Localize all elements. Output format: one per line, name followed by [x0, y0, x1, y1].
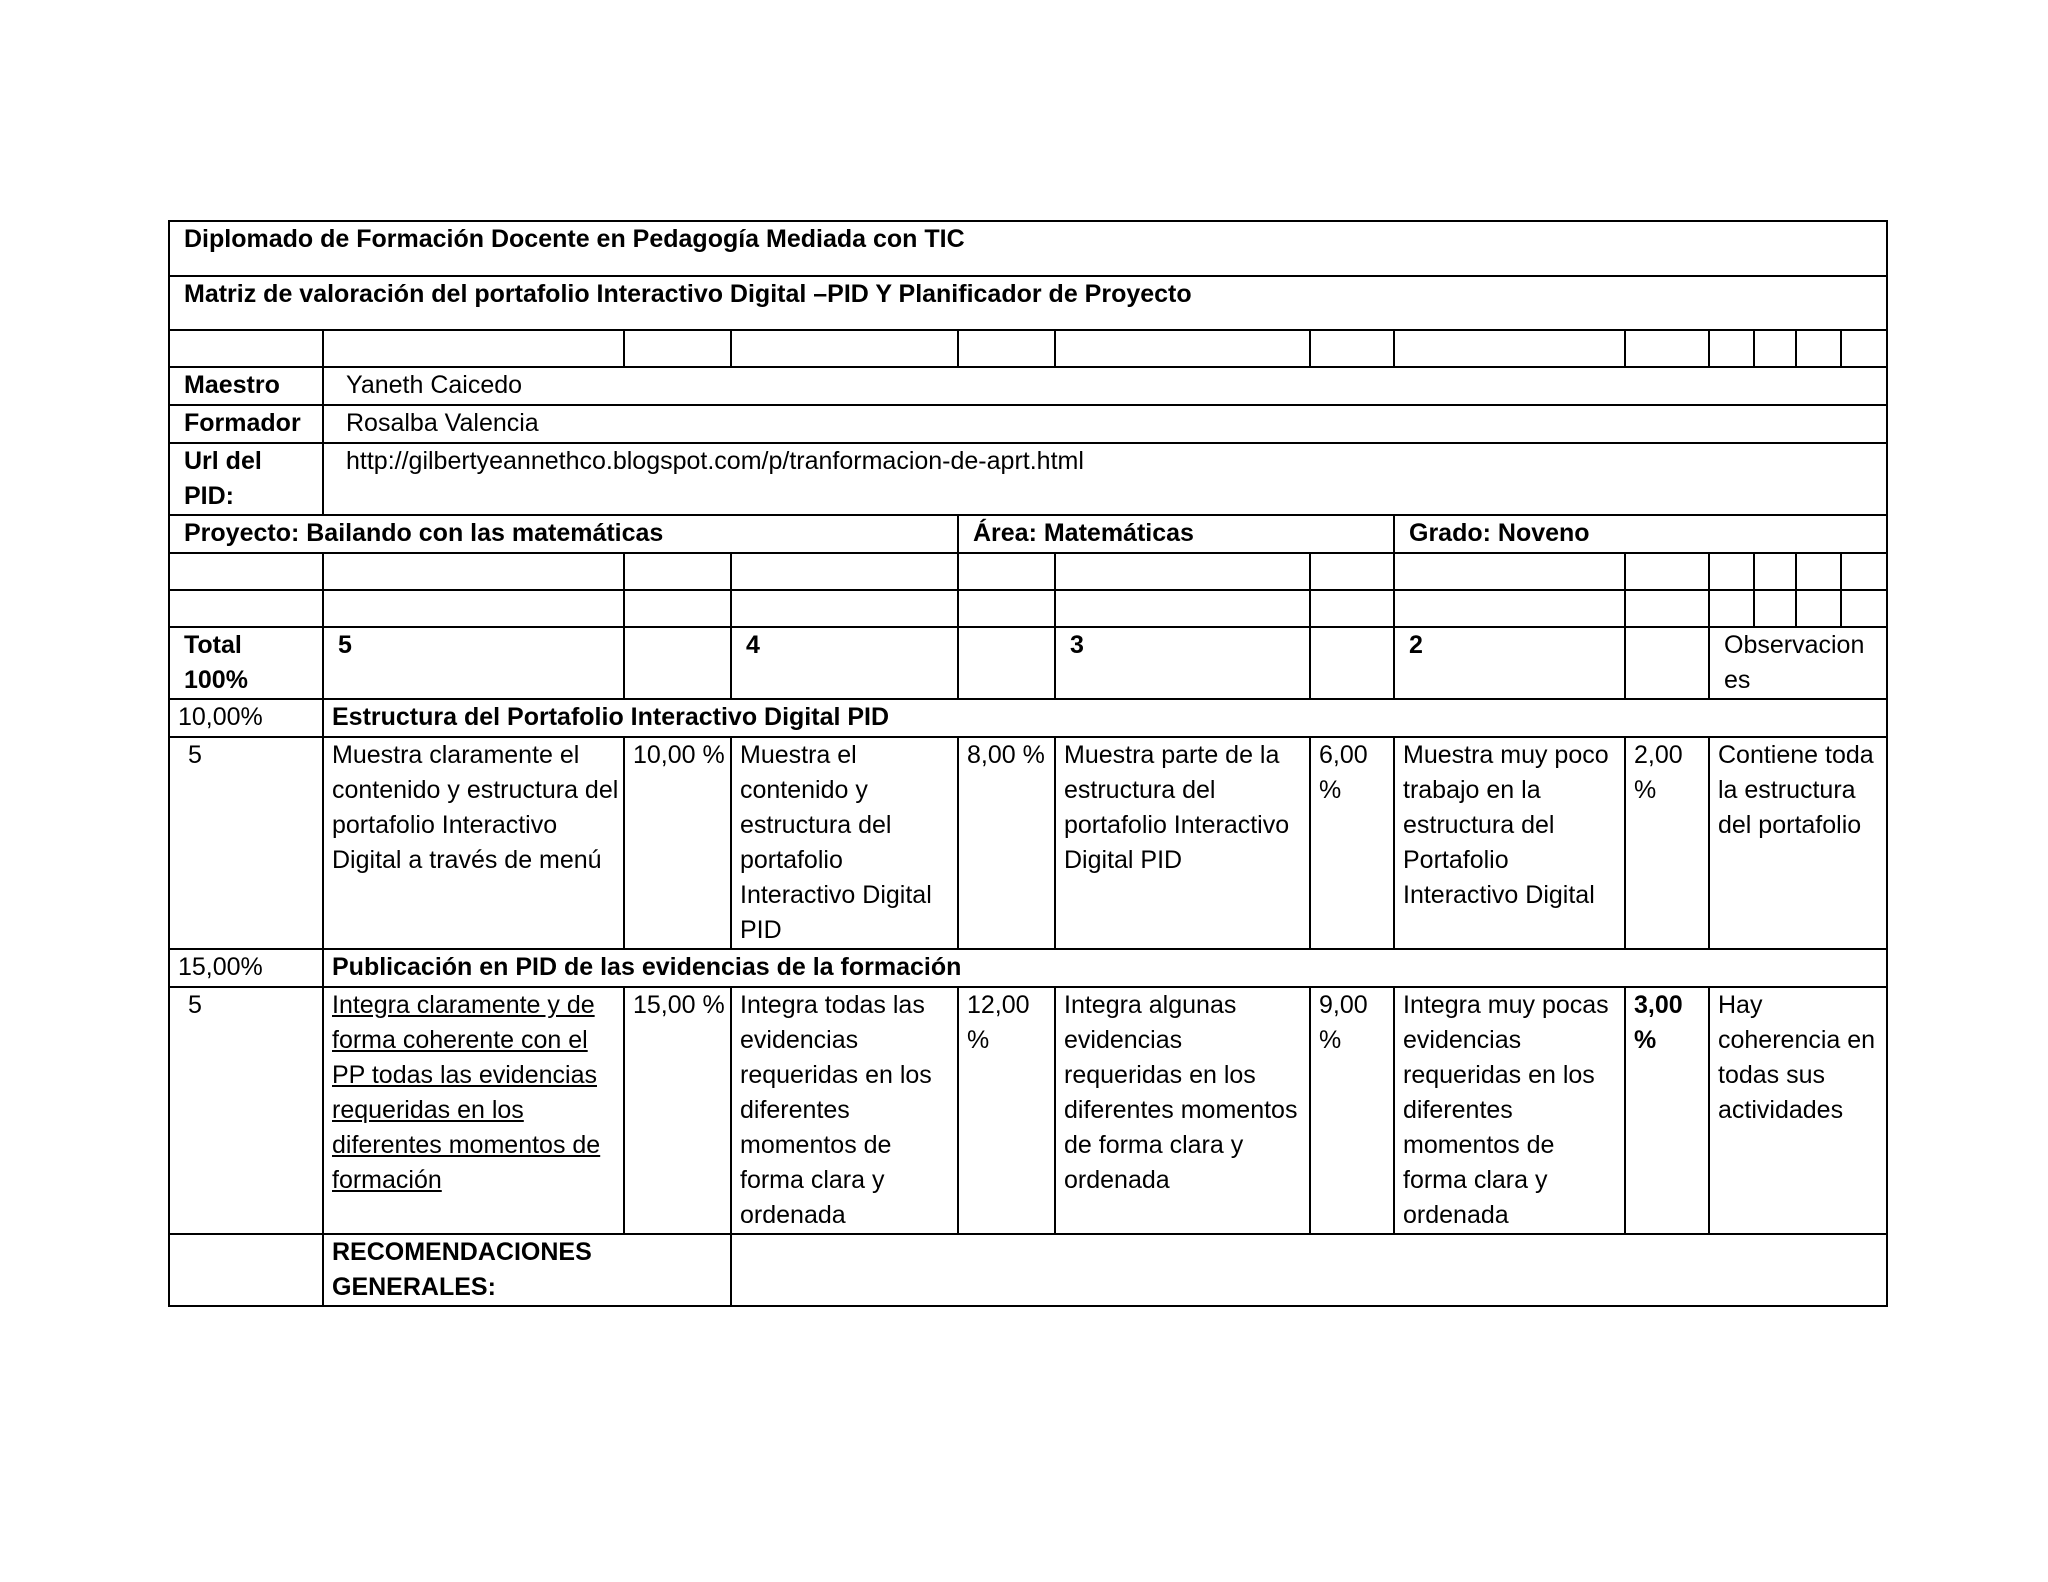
- level-4-percent: 12,00 %: [958, 987, 1055, 1234]
- level-3-percent: 9,00 %: [1310, 987, 1394, 1234]
- spacer-row: [169, 590, 1887, 627]
- level-3-description: Muestra parte de la estructura del portafolio Interactivo Digital PID: [1055, 737, 1310, 949]
- criterion-weight: 15,00%: [169, 949, 323, 987]
- level-5-percent: 10,00 %: [624, 737, 731, 949]
- level-5-percent: 15,00 %: [624, 987, 731, 1234]
- level-4-description: Muestra el contenido y estructura del portafolio Interactivo Digital PID: [731, 737, 958, 949]
- recomendaciones-label: RECOMENDACIONES GENERALES:: [323, 1234, 731, 1306]
- grado-label: Grado: Noveno: [1394, 515, 1887, 553]
- criterion-score: 5: [169, 987, 323, 1234]
- recomendaciones-value: [731, 1234, 1887, 1306]
- level-2-percent: 3,00 %: [1625, 987, 1709, 1234]
- level-5-description: Integra claramente y de forma coherente con el PP todas las evidencias requeridas en los diferentes momentos de formación: [323, 987, 624, 1234]
- maestro-value: Yaneth Caicedo: [323, 367, 1887, 405]
- criterion-weight: 10,00%: [169, 699, 323, 737]
- area-label: Área: Matemáticas: [958, 515, 1394, 553]
- level-4-header: 4: [731, 627, 958, 699]
- total-label: Total 100%: [169, 627, 323, 699]
- level-4-percent: 8,00 %: [958, 737, 1055, 949]
- url-value: http://gilbertyeannethco.blogspot.com/p/tranformacion-de-aprt.html: [323, 443, 1887, 515]
- level-5-description: Muestra claramente el contenido y estructura del portafolio Interactivo Digital a través de menú: [323, 737, 624, 949]
- formador-value: Rosalba Valencia: [323, 405, 1887, 443]
- spacer-row: [169, 553, 1887, 590]
- level-4-description: Integra todas las evidencias requeridas en los diferentes momentos de forma clara y ordenada: [731, 987, 958, 1234]
- spacer-row: [169, 330, 1887, 367]
- proyecto-label: Proyecto: Bailando con las matemáticas: [169, 515, 958, 553]
- observaciones-header: Observaciones: [1709, 627, 1887, 699]
- level-5-header: 5: [323, 627, 624, 699]
- observation-text: Hay coherencia en todas sus actividades: [1709, 987, 1887, 1234]
- level-3-header: 3: [1055, 627, 1310, 699]
- level-2-description: Muestra muy poco trabajo en la estructura del Portafolio Interactivo Digital: [1394, 737, 1625, 949]
- formador-label: Formador: [169, 405, 323, 443]
- observation-text: Contiene toda la estructura del portafolio: [1709, 737, 1887, 949]
- criterion-score: 5: [169, 737, 323, 949]
- level-2-header: 2: [1394, 627, 1625, 699]
- level-3-description: Integra algunas evidencias requeridas en los diferentes momentos de forma clara y ordenada: [1055, 987, 1310, 1234]
- level-3-percent: 6,00 %: [1310, 737, 1394, 949]
- level-2-percent: 2,00 %: [1625, 737, 1709, 949]
- criterion-title: Publicación en PID de las evidencias de la formación: [323, 949, 1887, 987]
- document-title: Diplomado de Formación Docente en Pedagogía Mediada con TIC: [169, 221, 1887, 276]
- maestro-label: Maestro: [169, 367, 323, 405]
- document-subtitle: Matriz de valoración del portafolio Interactivo Digital –PID Y Planificador de Proyecto: [169, 276, 1887, 330]
- rubric-table: [168, 220, 1888, 1307]
- criterion-title: Estructura del Portafolio Interactivo Digital PID: [323, 699, 1887, 737]
- level-2-description: Integra muy pocas evidencias requeridas en los diferentes momentos de forma clara y ordenada: [1394, 987, 1625, 1234]
- url-label: Url del PID:: [169, 443, 323, 515]
